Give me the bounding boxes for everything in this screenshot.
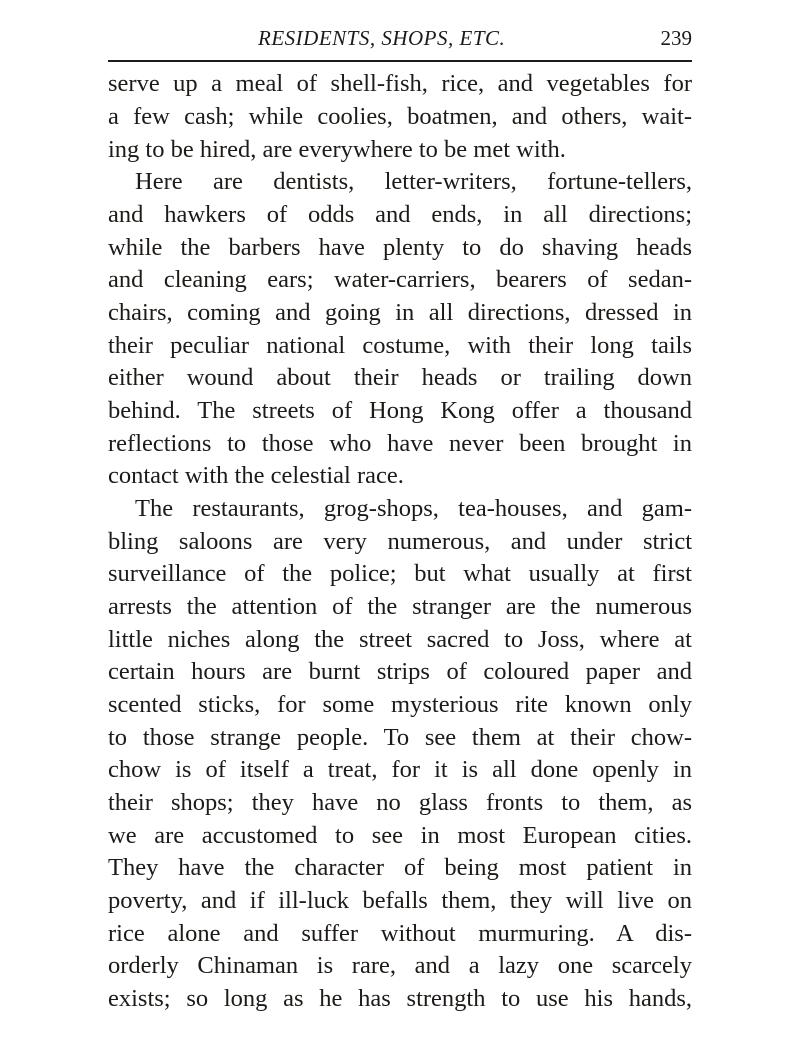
text-line: reflections to those who have never been brought in [108,430,692,457]
text-line: their shops; they have no glass fronts to them, as [108,789,692,816]
text-line: poverty, and if ill-luck befalls them, they will live on [108,887,692,914]
text-line: bling saloons are very numerous, and under strict [108,528,692,555]
header-rule [108,60,692,62]
running-title: RESIDENTS, SHOPS, ETC. [258,26,506,50]
text-line: rice alone and suffer without murmuring. A dis- [108,920,692,947]
text-line: orderly Chinaman is rare, and a lazy one scarcely [108,952,692,979]
text-line: arrests the attention of the stranger are the numerous [108,593,692,620]
page-number: 239 [660,26,692,50]
text-line: to those strange people. To see them at their chow- [108,724,692,751]
text-line: scented sticks, for some mysterious rite known only [108,691,692,718]
text-line: chairs, coming and going in all directions, dressed in [108,299,692,326]
text-line: The restaurants, grog-shops, tea-houses, and gam- [135,495,692,522]
text-line: contact with the celestial race. [108,462,404,489]
text-line: a few cash; while coolies, boatmen, and others, wait- [108,103,692,130]
text-line: Here are dentists, letter-writers, fortune-tellers, [135,168,692,195]
text-line: chow is of itself a treat, for it is all done openly in [108,756,692,783]
page-header [108,22,692,52]
text-line: certain hours are burnt strips of coloured paper and [108,658,692,685]
text-line: serve up a meal of shell-fish, rice, and vegetables for [108,70,692,97]
text-line: and hawkers of odds and ends, in all directions; [108,201,692,228]
text-line: and cleaning ears; water-carriers, bearers of sedan- [108,266,692,293]
text-line: we are accustomed to see in most European cities. [108,822,692,849]
text-line: while the barbers have plenty to do shaving heads [108,234,692,261]
text-line: behind. The streets of Hong Kong offer a thousand [108,397,692,424]
text-line: They have the character of being most patient in [108,854,692,881]
text-line: their peculiar national costume, with their long tails [108,332,692,359]
text-line: surveillance of the police; but what usually at first [108,560,692,587]
text-line: ing to be hired, are everywhere to be met with. [108,136,566,163]
text-line: either wound about their heads or trailing down [108,364,692,391]
text-line: exists; so long as he has strength to use his hands, [108,985,692,1012]
text-line: little niches along the street sacred to Joss, where at [108,626,692,653]
